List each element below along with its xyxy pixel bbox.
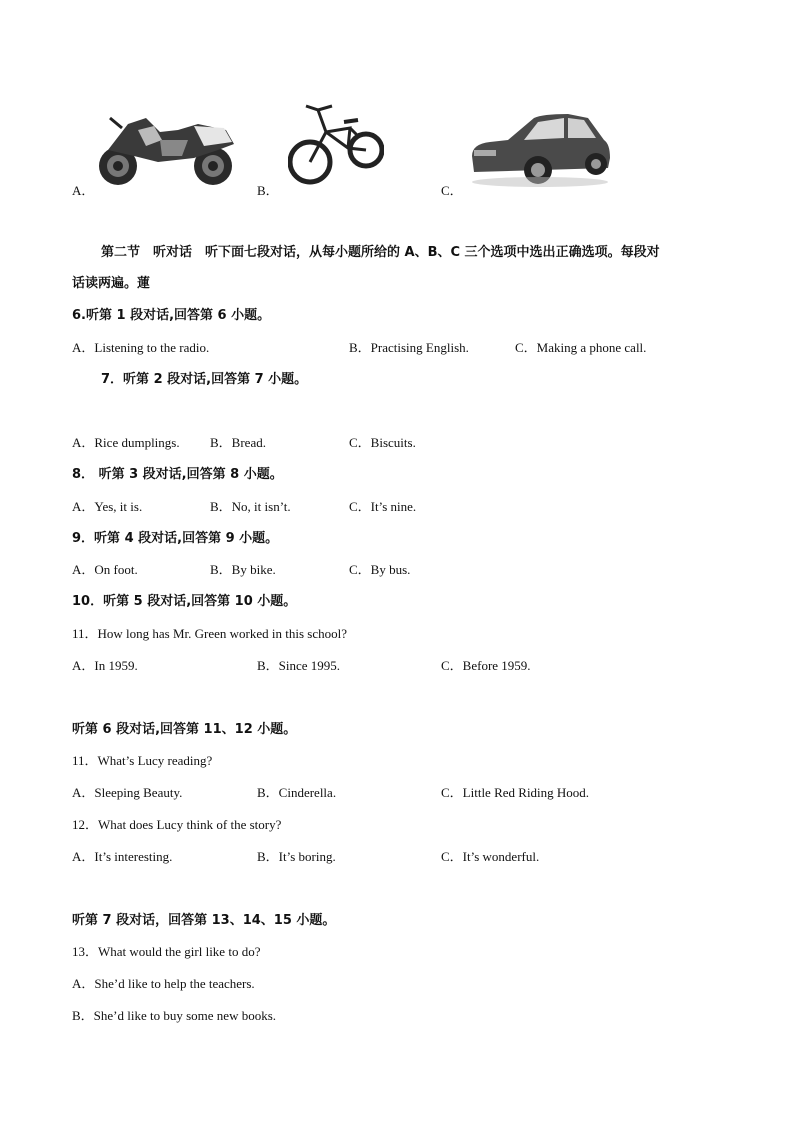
q9-option-b: B．By bike. <box>210 562 276 577</box>
bicycle-image <box>288 100 384 190</box>
q13-question: 13．What would the girl like to do? <box>72 944 261 959</box>
q9-option-c: C．By bus. <box>349 562 411 577</box>
q6-option-a: A．Listening to the radio. <box>72 340 210 355</box>
q12-option-c: C．It’s wonderful. <box>441 849 540 864</box>
q7-option-a: A．Rice dumplings. <box>72 435 180 450</box>
section2-instructions-line2: 话读两遍。蓮 <box>72 276 151 291</box>
q13-option-a: A．She’d like to help the teachers. <box>72 976 255 991</box>
dialog7-heading: 听第 7 段对话，回答第 13、14、15 小题。 <box>72 913 336 928</box>
q9-option-a: A．On foot. <box>72 562 138 577</box>
q6-option-b: B．Practising English. <box>349 340 469 355</box>
q7-option-c: C．Biscuits. <box>349 435 416 450</box>
q8-heading: 8． 听第 3 段对话,回答第 8 小题。 <box>72 467 283 482</box>
section2-instructions-line1: 第二节 听对话 听下面七段对话，从每小题所给的 A、B、C 三个选项中选出正确选项。每段对 <box>101 245 660 260</box>
q11-question: 11．What’s Lucy reading? <box>72 753 213 768</box>
q10-question: 11．How long has Mr. Green worked in this school? <box>72 626 348 641</box>
option-a-label: A． <box>72 183 95 198</box>
car-image <box>468 110 612 190</box>
option-b-label: B． <box>257 183 279 198</box>
q7-heading: 7．听第 2 段对话,回答第 7 小题。 <box>101 372 308 387</box>
q12-option-b: B．It’s boring. <box>257 849 336 864</box>
q10-option-c: C．Before 1959. <box>441 658 531 673</box>
dialog6-heading: 听第 6 段对话,回答第 11、12 小题。 <box>72 722 297 737</box>
q13-option-b: B．She’d like to buy some new books. <box>72 1008 277 1023</box>
q10-option-b: B．Since 1995. <box>257 658 341 673</box>
q6-heading: 6.听第 1 段对话,回答第 6 小题。 <box>72 308 271 323</box>
q10-heading: 10．听第 5 段对话,回答第 10 小题。 <box>72 594 297 609</box>
option-c-label: C． <box>441 183 463 198</box>
q6-option-c: C．Making a phone call. <box>515 340 647 355</box>
q8-option-b: B．No, it isn’t. <box>210 499 291 514</box>
q11-option-c: C．Little Red Riding Hood. <box>441 785 590 800</box>
q11-option-a: A．Sleeping Beauty. <box>72 785 183 800</box>
q11-option-b: B．Cinderella. <box>257 785 337 800</box>
q10-option-a: A．In 1959. <box>72 658 138 673</box>
q8-option-c: C．It’s nine. <box>349 499 417 514</box>
q8-option-a: A．Yes, it is. <box>72 499 143 514</box>
q12-option-a: A．It’s interesting. <box>72 849 173 864</box>
motorcycle-image <box>98 110 238 190</box>
q7-option-b: B．Bread. <box>210 435 266 450</box>
q12-question: 12．What does Lucy think of the story? <box>72 817 282 832</box>
q9-heading: 9．听第 4 段对话,回答第 9 小题。 <box>72 531 279 546</box>
